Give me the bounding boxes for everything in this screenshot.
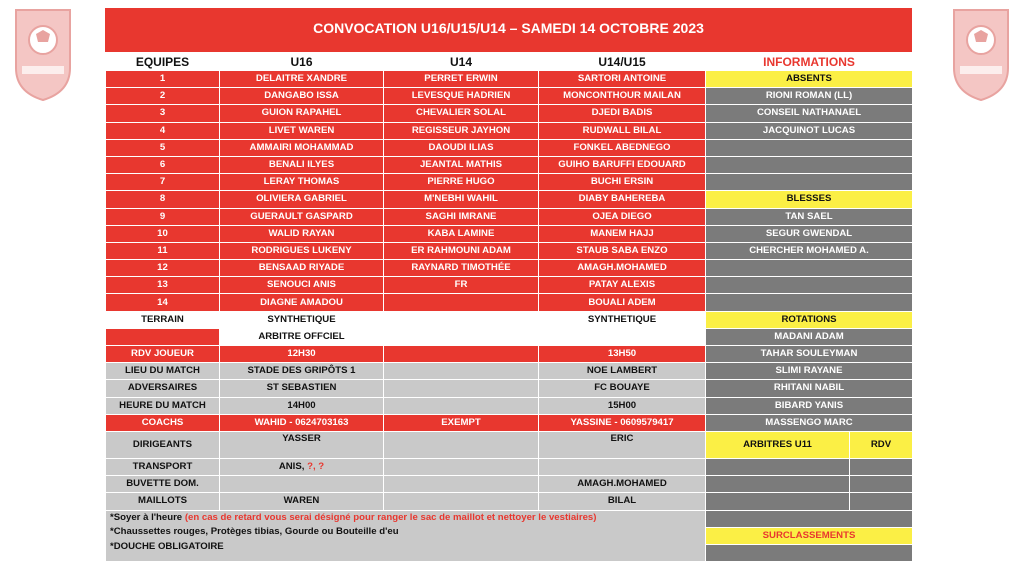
dirigeants-u14 (384, 431, 539, 458)
rdv-row (106, 346, 913, 363)
player-row (106, 191, 913, 208)
player-u1415: PATAY ALEXIS (539, 277, 706, 294)
lieu-u1415: NOE LAMBERT (539, 363, 706, 380)
header-u16: U16 (220, 53, 384, 71)
absent-name: RIONI ROMAN (LL) (706, 88, 913, 105)
player-row (106, 277, 913, 294)
adv-u1415: FC BOUAYE (539, 380, 706, 397)
notes-row-1 (106, 510, 913, 527)
player-u1415: MONCONTHOUR MAILAN (539, 88, 706, 105)
lieu-label: LIEU DU MATCH (106, 363, 220, 380)
transport-u1415 (539, 458, 706, 475)
lieu-u14 (384, 363, 539, 380)
absent-name: CONSEIL NATHANAEL (706, 105, 913, 122)
info-empty (706, 174, 913, 191)
player-u16: WALID RAYAN (220, 225, 384, 242)
adv-u16: ST SEBASTIEN (220, 380, 384, 397)
page-title: CONVOCATION U16/U15/U14 – SAMEDI 14 OCTOBRE 2023 (313, 20, 704, 36)
player-u1415: STAUB SABA ENZO (539, 242, 706, 259)
player-u14: ER RAHMOUNI ADAM (384, 242, 539, 259)
player-u14: FR (384, 277, 539, 294)
dirigeants-u1415: ERIC (539, 431, 706, 458)
coach-u16: WAHID - 0624703163 (220, 414, 384, 431)
player-u16: GUION RAPAHEL (220, 105, 384, 122)
note-equipment: *Chaussettes rouges, Protèges tibias, Gourde ou Bouteille d'eu (110, 526, 399, 537)
lieu-u16: STADE DES GRIPÔTS 1 (220, 363, 384, 380)
buvette-u1415: AMAGH.MOHAMED (539, 476, 706, 493)
player-number: 10 (106, 225, 220, 242)
surclassements-label: SURCLASSEMENTS (706, 527, 913, 544)
rotation-name: MASSENGO MARC (706, 414, 913, 431)
player-u1415: AMAGH.MOHAMED (539, 260, 706, 277)
player-number: 14 (106, 294, 220, 311)
player-u16: DELAITRE XANDRE (220, 71, 384, 88)
rdv-u11-slot (850, 476, 913, 493)
player-row (106, 294, 913, 311)
coach-u14: EXEMPT (384, 414, 539, 431)
header-u14u15: U14/U15 (539, 53, 706, 71)
arbitres-u11-label: ARBITRES U11 (706, 431, 850, 458)
terrain-row (106, 311, 913, 328)
player-u14: REGISSEUR JAYHON (384, 122, 539, 139)
surclassements-slot (706, 544, 913, 561)
info-empty (706, 294, 913, 311)
blesse-name: CHERCHER MOHAMED A. (706, 242, 913, 259)
player-u16: OLIVIERA GABRIEL (220, 191, 384, 208)
transport-unknown: ?, ? (307, 461, 325, 473)
rotation-name: MADANI ADAM (706, 328, 913, 345)
player-u1415: BOUALI ADEM (539, 294, 706, 311)
rotation-name: BIBARD YANIS (706, 397, 913, 414)
dirigeants-row (106, 431, 913, 458)
player-u1415: GUIHO BARUFFI EDOUARD (539, 156, 706, 173)
buvette-row (106, 476, 913, 493)
player-u14: KABA LAMINE (384, 225, 539, 242)
player-u16: BENALI ILYES (220, 156, 384, 173)
convocation-sheet (105, 8, 912, 552)
header-u14: U14 (384, 53, 539, 71)
player-u14: DAOUDI ILIAS (384, 139, 539, 156)
player-number: 9 (106, 208, 220, 225)
player-row (106, 71, 913, 88)
player-number: 13 (106, 277, 220, 294)
player-u14: LEVESQUE HADRIEN (384, 88, 539, 105)
arbitre-empty (106, 328, 220, 345)
player-u14: SAGHI IMRANE (384, 208, 539, 225)
coachs-row (106, 414, 913, 431)
rotation-name: TAHAR SOULEYMAN (706, 346, 913, 363)
transport-u14 (384, 458, 539, 475)
terrain-label: TERRAIN (106, 311, 220, 328)
club-logo-left (12, 6, 74, 102)
player-number: 4 (106, 122, 220, 139)
heure-u14 (384, 397, 539, 414)
transport-label: TRANSPORT (106, 458, 220, 475)
player-row (106, 260, 913, 277)
player-u14: M'NEBHI WAHIL (384, 191, 539, 208)
arbitre-u14 (384, 328, 539, 345)
player-u1415: SARTORI ANTOINE (539, 71, 706, 88)
lieu-row (106, 363, 913, 380)
dirigeants-label: DIRIGEANTS (106, 431, 220, 458)
adv-u14 (384, 380, 539, 397)
maillots-label: MAILLOTS (106, 493, 220, 510)
player-u14 (384, 294, 539, 311)
transport-u16-name: ANIS, (278, 461, 305, 473)
player-u16: BENSAAD RIYADE (220, 260, 384, 277)
player-row (106, 139, 913, 156)
absents-label: ABSENTS (706, 71, 913, 88)
coach-u1415: YASSINE - 0609579417 (539, 414, 706, 431)
player-number: 1 (106, 71, 220, 88)
player-u14: PERRET ERWIN (384, 71, 539, 88)
rotation-name: RHITANI NABIL (706, 380, 913, 397)
header-informations: INFORMATIONS (706, 53, 913, 71)
adversaires-row (106, 380, 913, 397)
player-u1415: DIABY BAHEREBA (539, 191, 706, 208)
info-empty (706, 156, 913, 173)
rdv-u14 (384, 346, 539, 363)
player-row (106, 242, 913, 259)
arbitre-u11-slot (706, 458, 850, 475)
maillots-u1415: BILAL (539, 493, 706, 510)
info-empty (706, 139, 913, 156)
buvette-label: BUVETTE DOM. (106, 476, 220, 493)
blesse-name: SEGUR GWENDAL (706, 225, 913, 242)
player-u14: PIERRE HUGO (384, 174, 539, 191)
player-row (106, 156, 913, 173)
player-u14: RAYNARD TIMOTHÉE (384, 260, 539, 277)
club-logo-right (950, 6, 1012, 102)
rdv-u1415: 13H50 (539, 346, 706, 363)
player-u16: SENOUCI ANIS (220, 277, 384, 294)
player-number: 12 (106, 260, 220, 277)
player-u16: AMMAIRI MOHAMMAD (220, 139, 384, 156)
absent-name: JACQUINOT LUCAS (706, 122, 913, 139)
player-u16: RODRIGUES LUKENY (220, 242, 384, 259)
arbitre-u11-slot (706, 493, 850, 510)
player-number: 8 (106, 191, 220, 208)
rdv-u11-label: RDV (850, 431, 913, 458)
blesses-label: BLESSES (706, 191, 913, 208)
arbitre-u1415 (539, 328, 706, 345)
terrain-u1415: SYNTHETIQUE (539, 311, 706, 328)
player-number: 5 (106, 139, 220, 156)
coachs-label: COACHS (106, 414, 220, 431)
maillots-u16: WAREN (220, 493, 384, 510)
maillots-row (106, 493, 913, 510)
buvette-u16 (220, 476, 384, 493)
header-row (106, 53, 913, 71)
player-u1415: OJEA DIEGO (539, 208, 706, 225)
player-u1415: DJEDI BADIS (539, 105, 706, 122)
transport-row (106, 458, 913, 475)
player-u16: LERAY THOMAS (220, 174, 384, 191)
heure-row (106, 397, 913, 414)
info-empty (706, 260, 913, 277)
player-u1415: MANEM HAJJ (539, 225, 706, 242)
maillots-u14 (384, 493, 539, 510)
arbitre-u11-slot (706, 476, 850, 493)
arbitre-row (106, 328, 913, 345)
dirigeants-u16: YASSER (220, 431, 384, 458)
transport-u16 (220, 458, 384, 475)
blesse-name: TAN SAEL (706, 208, 913, 225)
rdv-u11-slot (850, 458, 913, 475)
notes-block (106, 510, 706, 562)
rotations-label: ROTATIONS (706, 311, 913, 328)
player-row (106, 105, 913, 122)
player-number: 3 (106, 105, 220, 122)
surclassements-spacer (706, 510, 913, 527)
note-late-penalty: (en cas de retard vous serai désigné pour ranger le sac de maillot et nettoyer le vestiaires) (184, 511, 597, 523)
player-u16: DIAGNE AMADOU (220, 294, 384, 311)
player-number: 2 (106, 88, 220, 105)
info-empty (706, 277, 913, 294)
rdv-label: RDV JOUEUR (106, 346, 220, 363)
player-row (106, 174, 913, 191)
rdv-u11-slot (850, 493, 913, 510)
player-row (106, 208, 913, 225)
player-u14: JEANTAL MATHIS (384, 156, 539, 173)
player-number: 11 (106, 242, 220, 259)
player-u16: GUERAULT GASPARD (220, 208, 384, 225)
terrain-u16: SYNTHETIQUE (220, 311, 384, 328)
player-row (106, 88, 913, 105)
player-u16: DANGABO ISSA (220, 88, 384, 105)
note-shower: *DOUCHE OBLIGATOIRE (110, 540, 224, 552)
rotation-name: SLIMI RAYANE (706, 363, 913, 380)
player-u1415: FONKEL ABEDNEGO (539, 139, 706, 156)
header-equipes: EQUIPES (106, 53, 220, 71)
note-punctuality: *Soyer à l'heure (en cas de retard vous serai désigné pour ranger le sac de maillot et nettoyer le vestiaires) (110, 511, 597, 523)
player-u1415: BUCHI ERSIN (539, 174, 706, 191)
buvette-u14 (384, 476, 539, 493)
player-u14: CHEVALIER SOLAL (384, 105, 539, 122)
terrain-u14 (384, 311, 539, 328)
adv-label: ADVERSAIRES (106, 380, 220, 397)
player-u16: LIVET WAREN (220, 122, 384, 139)
rdv-u16: 12H30 (220, 346, 384, 363)
heure-label: HEURE DU MATCH (106, 397, 220, 414)
heure-u1415: 15H00 (539, 397, 706, 414)
player-number: 6 (106, 156, 220, 173)
player-row (106, 225, 913, 242)
player-u1415: RUDWALL BILAL (539, 122, 706, 139)
convocation-table (105, 52, 913, 562)
arbitre-label: ARBITRE OFFCIEL (220, 328, 384, 345)
player-number: 7 (106, 174, 220, 191)
player-row (106, 122, 913, 139)
heure-u16: 14H00 (220, 397, 384, 414)
